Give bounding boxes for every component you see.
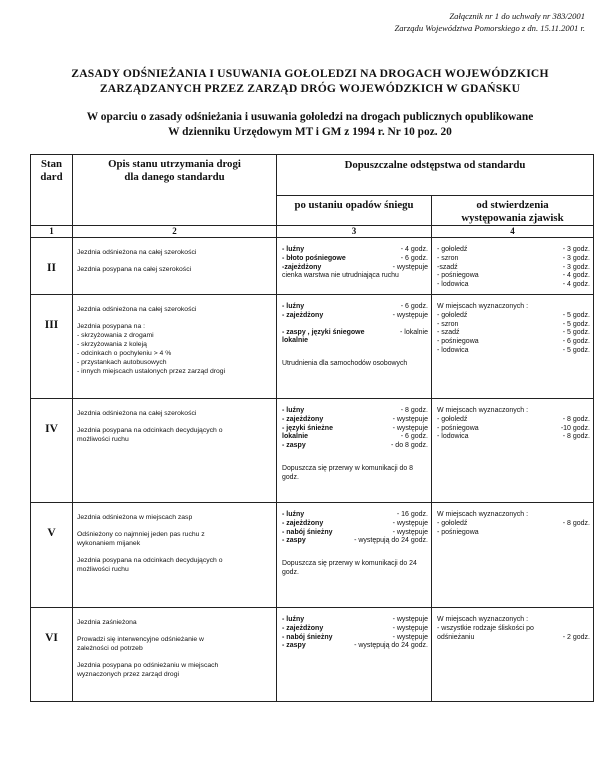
- deviation-time: - 6 godz.: [400, 433, 428, 441]
- table-body: [31, 238, 594, 702]
- description-line: Odśnieżony co najmniej jeden pas ruchu z: [77, 531, 205, 538]
- phenomenon-line: [437, 272, 590, 281]
- deviation-note: Dopuszcza się przerwy w komunikacji do 24 godz.: [282, 560, 417, 576]
- header-after-phenomena-line-1: od stwierdzenia: [476, 199, 549, 211]
- phenomena-heading: W miejscach wyznaczonych :: [437, 511, 529, 518]
- deviation-item: - luźny: [282, 616, 305, 623]
- table-row: [31, 238, 594, 295]
- description-line: Jezdnia posypana po odśnieżaniu w miejscach: [77, 662, 219, 669]
- deviation-item: - zajeżdżony: [282, 519, 324, 527]
- phenomenon-time: - 5 godz.: [562, 346, 590, 354]
- deviation-line: [282, 312, 428, 321]
- header-after-phenomena: [432, 196, 594, 226]
- deviation-line: [282, 520, 428, 529]
- description-line: [77, 418, 272, 426]
- column-number: 1: [31, 226, 73, 238]
- phenomenon-item: - gołoledź: [437, 246, 468, 253]
- standards-table: [30, 154, 594, 702]
- phenomenon-line: [437, 321, 590, 330]
- deviation-line: [282, 537, 428, 546]
- deviation-item: - błoto pośniegowe: [282, 254, 346, 262]
- snowfall-deviation-cell: [277, 238, 432, 295]
- snowfall-deviation-cell: [277, 399, 432, 503]
- deviation-item: - zaspy: [282, 537, 306, 545]
- description-line: - skrzyżowania z drogami: [77, 332, 154, 339]
- description-line: - innych miejscach ustalonych przez zarząd drogi: [77, 368, 226, 375]
- deviation-line: [282, 616, 428, 625]
- deviation-item: lokalnie: [282, 337, 309, 345]
- deviation-item: - zaspy: [282, 642, 306, 650]
- table-header-row: [31, 155, 594, 196]
- phenomenon-time: - 5 godz.: [562, 311, 590, 319]
- deviation-time: - 6 godz.: [400, 303, 428, 310]
- standard-label: IV: [45, 423, 58, 435]
- deviation-item: lokalnie: [282, 433, 309, 441]
- column-number: 4: [432, 226, 594, 238]
- description-line: Jezdnia odśnieżona na całej szerokości: [77, 249, 197, 256]
- header-description-line-1: Opis stanu utrzymania drogi: [108, 158, 241, 170]
- phenomenon-line: [437, 281, 590, 290]
- header-standard: [31, 155, 73, 226]
- description-cell: [73, 503, 277, 608]
- title-line-2: ZARZĄDZANYCH PRZEZ ZARZĄD DRÓG WOJEWÓDZKICH W GDAŃSKU: [99, 82, 521, 95]
- description-cell: [73, 399, 277, 503]
- description-line: wykonaniem mijanek: [77, 540, 141, 547]
- annex-line-1: Załącznik nr 1 do uchwały nr 383/2001: [449, 11, 585, 21]
- phenomenon-time: - 8 godz.: [562, 433, 590, 441]
- deviation-line: [282, 634, 428, 643]
- description-cell: [73, 295, 277, 399]
- deviation-item: -zajeżdżony: [282, 263, 322, 271]
- column-number-row: [31, 226, 594, 238]
- table-row: [31, 608, 594, 702]
- phenomena-deviation-cell: [432, 608, 594, 702]
- deviation-time: - 6 godz.: [400, 254, 428, 262]
- phenomenon-line: [437, 246, 590, 255]
- snowfall-deviation-cell: [277, 295, 432, 399]
- deviation-item: - luźny: [282, 303, 305, 310]
- deviation-line: [282, 416, 428, 425]
- deviation-line: [282, 442, 428, 451]
- deviation-time: - występują do 24 godz.: [354, 642, 428, 650]
- phenomenon-item: odśnieżaniu: [437, 633, 475, 641]
- standard-label: V: [47, 527, 56, 539]
- deviation-line: [282, 407, 428, 416]
- phenomenon-item: - lodowica: [437, 281, 469, 289]
- phenomena-deviation-cell: [432, 399, 594, 503]
- phenomenon-item: - szron: [437, 320, 459, 328]
- standard-cell: [31, 503, 73, 608]
- phenomenon-line: [437, 425, 590, 434]
- header-description-line-2: dla danego standardu: [124, 171, 225, 183]
- phenomenon-line: [437, 347, 590, 356]
- deviation-line: [282, 255, 428, 264]
- description-line: [77, 627, 272, 635]
- deviation-time: - występuje: [392, 311, 428, 319]
- table-row: [31, 295, 594, 399]
- column-number: 3: [277, 226, 432, 238]
- phenomenon-line: [437, 329, 590, 338]
- deviation-time: - występuje: [392, 633, 428, 641]
- deviation-time: - lokalnie: [399, 328, 428, 336]
- description-line: zależności od potrzeb: [77, 645, 143, 652]
- deviation-item: - zajeżdżony: [282, 311, 324, 319]
- deviation-item: - luźny: [282, 511, 305, 518]
- deviation-item: - języki śnieżne: [282, 424, 333, 432]
- deviation-time: - występuje: [392, 263, 428, 271]
- deviation-line: [282, 329, 428, 338]
- deviation-item: - zaspy: [282, 442, 306, 450]
- deviation-item: - zajeżdżony: [282, 415, 324, 423]
- description-line: [77, 653, 272, 661]
- header-allowed-deviations: Dopuszczalne odstępstwa od standardu: [277, 155, 594, 196]
- deviation-line: [282, 433, 428, 442]
- deviation-line: [282, 246, 428, 255]
- deviation-item: - zaspy , języki śniegowe: [282, 328, 365, 336]
- phenomenon-line: [437, 634, 590, 643]
- phenomenon-time: - 4 godz.: [562, 281, 590, 289]
- description-line: Jezdnia posypana na odcinkach decydujących o: [77, 427, 223, 434]
- description-line: Jezdnia posypana na :: [77, 323, 146, 330]
- table-row: [31, 399, 594, 503]
- standard-label: II: [47, 262, 56, 274]
- column-number: 2: [73, 226, 277, 238]
- document-title: [40, 66, 580, 96]
- description-line: [77, 522, 272, 530]
- phenomenon-item: - pośniegowa: [437, 272, 479, 280]
- phenomena-deviation-cell: [432, 295, 594, 399]
- description-line: Jezdnia posypana na odcinkach decydujących o: [77, 557, 223, 564]
- phenomenon-item: - pośniegowa: [437, 528, 479, 536]
- header-after-snowfall: po ustaniu opadów śniegu: [277, 196, 432, 226]
- deviation-line: [282, 529, 428, 538]
- phenomenon-line: [437, 255, 590, 264]
- deviation-time: - 4 godz.: [400, 246, 428, 253]
- deviation-line: [282, 337, 428, 346]
- phenomenon-item: -szadź: [437, 263, 458, 271]
- header-standard-line-2: dard: [40, 171, 63, 183]
- phenomenon-item: - pośniegowa: [437, 338, 479, 346]
- description-line: - odcinkach o pochyleniu > 4 %: [77, 350, 172, 357]
- title-line-1: ZASADY ODŚNIEŻANIA I USUWANIA GOŁOLEDZI NA DROGACH WOJEWÓDZKICH: [71, 67, 549, 80]
- standard-cell: [31, 295, 73, 399]
- phenomenon-time: - 2 godz.: [562, 633, 590, 641]
- phenomenon-time: - 8 godz.: [562, 519, 590, 527]
- table-row: [31, 503, 594, 608]
- header-description: [73, 155, 277, 226]
- deviation-time: - występuje: [392, 415, 428, 423]
- deviation-line: [282, 321, 428, 329]
- phenomenon-item: - pośniegowa: [437, 424, 479, 432]
- deviation-item: - nabój śnieżny: [282, 633, 333, 641]
- phenomenon-item: - gołoledź: [437, 311, 468, 319]
- standard-cell: [31, 399, 73, 503]
- description-line: wyznaczonych przez zarząd drogi: [77, 671, 179, 678]
- description-line: Jezdnia zaśnieżona: [77, 619, 137, 626]
- description-line: możliwości ruchu: [77, 436, 129, 443]
- header-standard-line-1: Stan: [40, 158, 62, 170]
- deviation-time: - 16 godz.: [396, 511, 428, 518]
- deviation-time: - występuje: [392, 519, 428, 527]
- intro-line-1: W oparciu o zasady odśnieżania i usuwania gołoledzi na drogach publicznych opublikowane: [86, 111, 534, 123]
- description-line: [77, 314, 272, 322]
- description-line: - przystankach autobusowych: [77, 359, 167, 366]
- deviation-line: [282, 511, 428, 520]
- snowfall-deviation-cell: [277, 503, 432, 608]
- deviation-item: - luźny: [282, 407, 305, 414]
- deviation-time: - do 8 godz.: [391, 442, 428, 450]
- deviation-note: cienka warstwa nie utrudniająca ruchu: [282, 272, 399, 280]
- description-line: Jezdnia odśnieżona na całej szerokości: [77, 306, 197, 313]
- deviation-line: [282, 264, 428, 273]
- deviation-time: - występuje: [392, 528, 428, 536]
- deviation-note: Utrudnienia dla samochodów osobowych: [282, 360, 408, 368]
- standard-label: III: [44, 319, 59, 331]
- deviation-time: - występuje: [392, 616, 428, 623]
- phenomenon-item: - lodowica: [437, 433, 469, 441]
- phenomenon-line: [437, 338, 590, 347]
- description-line: Prowadzi się interwencyjne odśnieżanie w: [77, 636, 204, 643]
- phenomenon-item: - lodowica: [437, 346, 469, 354]
- phenomenon-time: - 4 godz.: [562, 272, 590, 280]
- standard-cell: [31, 608, 73, 702]
- deviation-time: - występuje: [392, 424, 428, 432]
- standard-label: VI: [45, 632, 58, 644]
- phenomenon-time: - 8 godz.: [562, 415, 590, 423]
- description-line: możliwości ruchu: [77, 566, 129, 573]
- phenomenon-line: [437, 529, 590, 538]
- description-line: - skrzyżowania z koleją: [77, 341, 147, 348]
- description-line: Jezdnia odśnieżona na całej szerokości: [77, 410, 197, 417]
- description-cell: [73, 608, 277, 702]
- intro-paragraph: [30, 110, 590, 139]
- annex-line-2: Zarządu Województwa Pomorskiego z dn. 15.11.2001 r.: [394, 23, 585, 33]
- deviation-note: Dopuszcza się przerwy w komunikacji do 8 godz.: [282, 464, 413, 481]
- phenomenon-line: [437, 520, 590, 529]
- deviation-item: - nabój śnieżny: [282, 528, 333, 536]
- deviation-item: - zajeżdżony: [282, 624, 324, 632]
- phenomenon-time: - 3 godz.: [562, 263, 590, 271]
- phenomena-heading: W miejscach wyznaczonych :: [437, 303, 529, 310]
- deviation-item: - luźny: [282, 246, 305, 253]
- description-line: [77, 548, 272, 556]
- phenomenon-time: - 6 godz.: [562, 338, 590, 346]
- phenomenon-line: [437, 264, 590, 273]
- phenomenon-line: [437, 312, 590, 321]
- deviation-time: - 8 godz.: [400, 407, 428, 414]
- annex-note: [394, 10, 585, 34]
- intro-line-2: W dzienniku Urzędowym MT i GM z 1994 r. Nr 10 poz. 20: [168, 125, 452, 138]
- phenomenon-time: - 5 godz.: [562, 329, 590, 337]
- deviation-time: - występuje: [392, 624, 428, 632]
- phenomena-deviation-cell: [432, 238, 594, 295]
- deviation-line: [282, 642, 428, 651]
- deviation-line: [282, 625, 428, 634]
- standard-cell: [31, 238, 73, 295]
- phenomenon-item: - gołoledź: [437, 415, 468, 423]
- snowfall-deviation-cell: [277, 608, 432, 702]
- phenomenon-time: - 5 godz.: [562, 320, 590, 328]
- deviation-time: - występują do 24 godz.: [354, 537, 428, 545]
- deviation-line: [282, 425, 428, 434]
- phenomenon-item: - wszystkie rodzaje śliskości po: [437, 624, 534, 632]
- description-line: Jezdnia odśnieżona w miejscach zasp: [77, 514, 193, 521]
- deviation-line: [282, 303, 428, 312]
- header-after-phenomena-line-2: występowania zjawisk: [461, 212, 564, 224]
- phenomenon-time: - 3 godz.: [562, 254, 590, 262]
- description-line: [77, 257, 272, 265]
- phenomenon-line: [437, 416, 590, 425]
- phenomenon-line: [437, 625, 590, 634]
- phenomenon-item: - gołoledź: [437, 519, 468, 527]
- phenomenon-line: [437, 433, 590, 442]
- description-cell: [73, 238, 277, 295]
- phenomena-heading: W miejscach wyznaczonych :: [437, 616, 529, 623]
- phenomenon-item: - szron: [437, 254, 459, 262]
- description-line: Jezdnia posypana na całej szerokości: [77, 266, 192, 273]
- phenomenon-time: - 3 godz.: [562, 246, 590, 253]
- phenomena-deviation-cell: [432, 503, 594, 608]
- phenomenon-item: - szadź: [437, 329, 460, 337]
- phenomena-heading: W miejscach wyznaczonych :: [437, 407, 529, 414]
- phenomenon-time: -10 godz.: [560, 424, 590, 432]
